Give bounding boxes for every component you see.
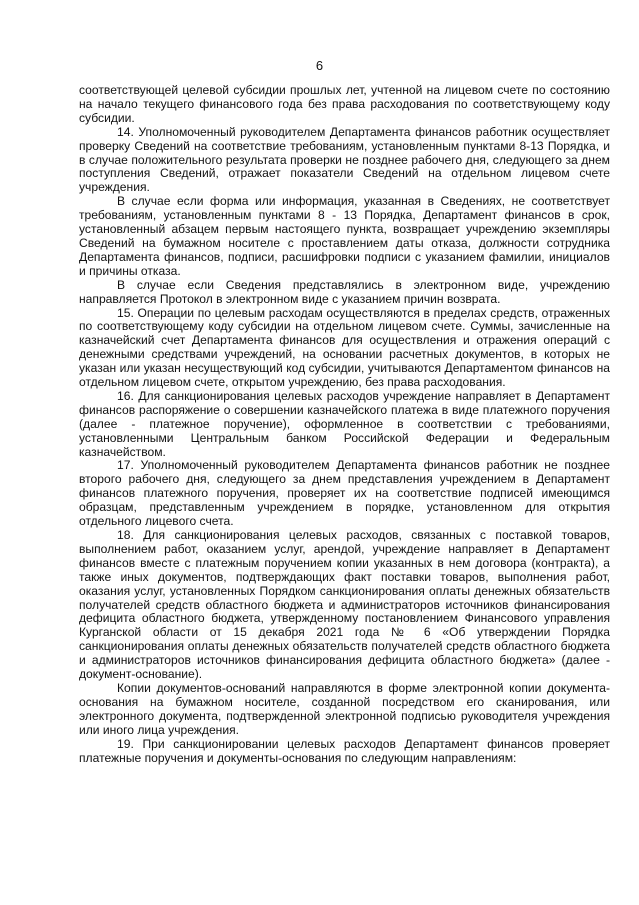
- paragraph: соответствующей целевой субсидии прошлых лет, учтенной на лицевом счете по состоянию на начало текущего финансового года без права расходования по соответствующему коду субсидии.: [79, 83, 610, 125]
- paragraph: В случае если Сведения представлялись в электронном виде, учреждению направляется Протокол в электронном виде с указанием причин возврата.: [79, 277, 610, 306]
- paragraph: 18. Для санкционирования целевых расходов, связанных с поставкой товаров, выполнением работ, оказанием услуг, арендой, учреждение направляет в Департамент финансов вместе с платежным поручением копии указанных в нем договора (контракта), а также иных документов, подтверждающих факт поставки товаров, выполнения работ, оказания услуг, установленных Порядком санкционирования оплаты денежных обязательств получателей средств областного бюджета и администраторов источников финансирования дефицита областного бюджета, утвержденному постановлением Финансового управления Курганской области от 15 декабря 2021 года № 6 «Об утверждении Порядка санкционирования оплаты денежных обязательств получателей средств областного бюджета и администраторов источников финансирования дефицита областного бюджета» (далее - документ-основание).: [79, 528, 610, 682]
- document-body: [79, 84, 610, 765]
- paragraph: 16. Для санкционирования целевых расходов учреждение направляет в Департамент финансов распоряжение о совершении казначейского платежа в виде платежного поручения (далее - платежное поручение), оформленное в соответствии с требованиями, установленными Центральным банком Российской Федерации и Федеральным казначейством.: [79, 388, 610, 459]
- paragraph: 19. При санкционировании целевых расходов Департамент финансов проверяет платежные поручения и документы-основания по следующим направлениям:: [79, 736, 610, 765]
- paragraph: 17. Уполномоченный руководителем Департамента финансов работник не позднее второго рабочего дня, следующего за днем представления учреждением в Департамент финансов платежного поручения, проверяет их на соответствие подписей имеющимся образцам, представленным учреждением в порядке, установленном для открытия отдельного лицевого счета.: [79, 458, 610, 529]
- paragraph: 15. Операции по целевым расходам осуществляются в пределах средств, отраженных по соответствующему коду субсидии на отдельном лицевом счете. Суммы, зачисленные на казначейский счет Департамента финансов для осуществления и отражения операций с денежными средствами учреждений, на основании расчетных документов, в которых не указан или указан несуществующий код субсидии, учитываются Департаментом финансов на отдельном лицевом счете, открытом учреждению, без права расходования.: [79, 305, 610, 390]
- paragraph: Копии документов-оснований направляются в форме электронной копии документа-основания на бумажном носителе, созданной посредством его сканирования, или электронного документа, подтвержденной электронной подписью руководителя учреждения или иного лица учреждения.: [79, 680, 610, 737]
- page-number: 6: [315, 58, 324, 73]
- paragraph: В случае если форма или информация, указанная в Сведениях, не соответствует требованиям, установленным пунктами 8 - 13 Порядка, Департамент финансов в срок, установленный абзацем первым настоящего пункта, возвращает учреждению экземпляры Сведений на бумажном носителе с проставлением даты отказа, должности сотрудника Департамента финансов, подписи, расшифровки подписи с указанием фамилии, инициалов и причины отказа.: [79, 194, 610, 278]
- paragraph: 14. Уполномоченный руководителем Департамента финансов работник осуществляет проверку Сведений на соответствие требованиям, установленным пунктами 8-13 Порядка, и в случае положительного результата проверки не позднее рабочего дня, следующего за днем поступления Сведений, отражает показатели Сведений на отдельном лицевом счете учреждения.: [79, 124, 610, 195]
